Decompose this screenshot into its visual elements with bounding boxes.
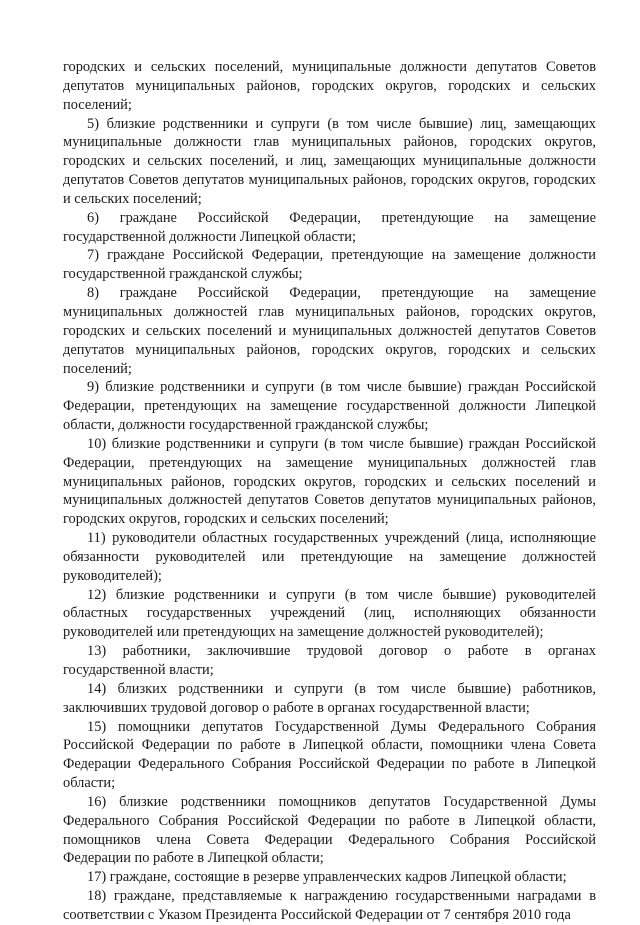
list-item-13: 13) работники, заключившие трудовой договор о работе в органах государственной власти;	[63, 643, 596, 678]
list-item-17: 17) граждане, состоящие в резерве управленческих кадров Липецкой области;	[87, 869, 567, 886]
list-item-15: 15) помощники депутатов Государственной Думы Федерального Собрания Российской Федерации по работе в Липецкой области, помощники члена Совета Федерации Федерального Собрания Российской Федерации по работе в Липецкой области;	[63, 718, 596, 792]
list-item-14: 14) близких родственники и супруги (в том числе бывшие) работников, заключивших трудовой договор о работе в органах государственной власти;	[63, 680, 596, 716]
paragraph-continuation: городских и сельских поселений, муниципальные должности депутатов Советов депутатов муниципальных районов, городских округов, городских и сельских поселений;	[63, 59, 596, 113]
document-page	[63, 58, 596, 925]
list-item-12: 12) близкие родственники и супруги (в том числе бывшие) руководителей областных государственных учреждений (лиц, исполняющих обязанности руководителей или претендующих на замещение должностей руководителей);	[63, 586, 596, 641]
list-item-8: 8) граждане Российской Федерации, претендующие на замещение муниципальных должностей глав муниципальных районов, городских округов, городских и сельских поселений и муниципальных должностей депутатов Советов депутатов муниципальных районов, городских округов, городских и сельских поселений;	[63, 285, 596, 377]
list-item-6: 6) граждане Российской Федерации, претендующие на замещение государственной должности Липецкой области;	[63, 209, 596, 245]
list-item-5: 5) близкие родственники и супруги (в том числе бывшие) лиц, замещающих муниципальные должности глав муниципальных районов, городских округов, городских и сельских поселений, и лиц, замещающих муниципальные должности депутатов Советов депутатов муниципальных районов, городских округов, городских и сельских поселений;	[63, 115, 596, 207]
list-item-16: 16) близкие родственники помощников депутатов Государственной Думы Федерального Собрания Российской Федерации по работе в Липецкой области, помощников члена Совета Федерации Федерального Собрания Российской Федерации по работе в Липецкой области;	[63, 793, 596, 867]
list-item-18: 18) граждане, представляемые к награждению государственными наградами в соответствии с Указом Президента Российской Федерации от 7 сентября 2010 года	[63, 888, 596, 923]
list-item-10: 10) близкие родственники и супруги (в том числе бывшие) граждан Российской Федерации, претендующих на замещение муниципальных должностей глав муниципальных районов, городских округов, городских и сельских поселений и муниципальных должностей депутатов Советов депутатов муниципальных районов, городских округов, городских и сельских поселений;	[63, 435, 596, 528]
list-item-7: 7) граждане Российской Федерации, претендующие на замещение должности государственной гражданской службы;	[63, 247, 596, 283]
list-item-11: 11) руководители областных государственных учреждений (лица, исполняющие обязанности руководителей или претендующие на замещение должностей руководителей);	[63, 530, 596, 584]
list-item-9: 9) близкие родственники и супруги (в том числе бывшие) граждан Российской Федерации, претендующих на замещение государственной должности Липецкой области, должности государственной гражданской службы;	[63, 379, 596, 434]
